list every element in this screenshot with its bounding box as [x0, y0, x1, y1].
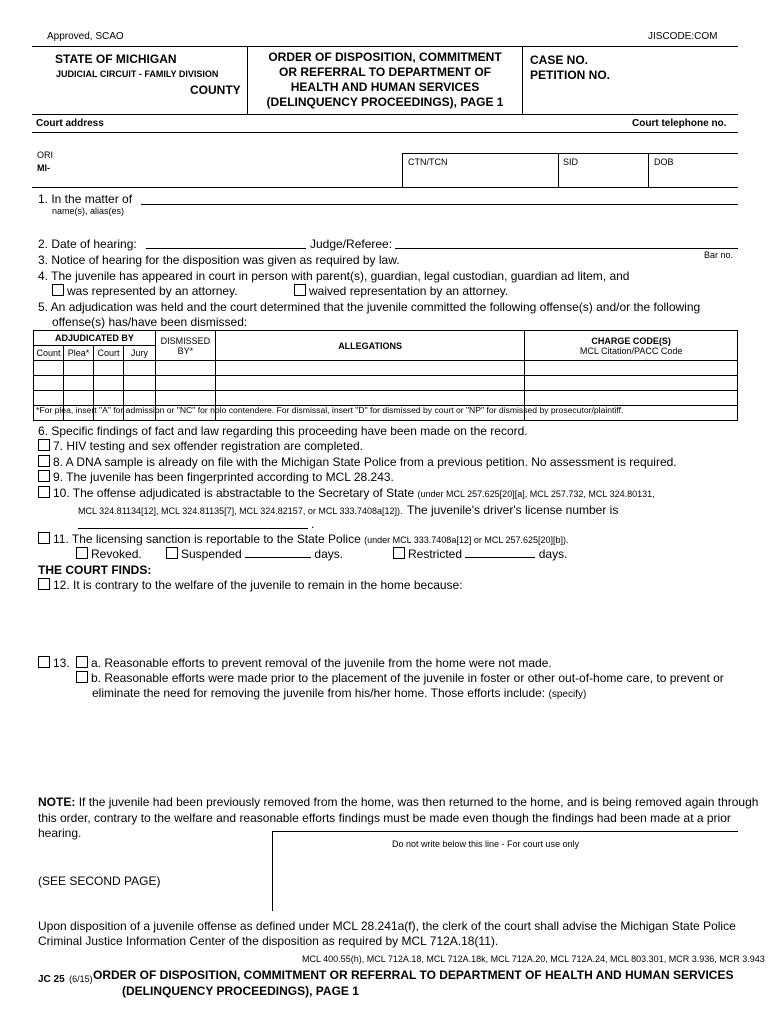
item-9-checkbox[interactable] [38, 470, 50, 482]
item-10-citation-2: MCL 324.81134[12], MCL 324.81135[7], MCL 324.82157, or MCL 333.7408a[12]). [78, 506, 403, 516]
note-line-3: hearing. [38, 826, 82, 840]
item-4-label: 4. The juvenile has appeared in court in person with parent(s), guardian, legal custodian, guardian ad litem, and [38, 269, 630, 283]
title-line-3: HEALTH AND HUMAN SERVICES [290, 80, 480, 94]
restricted-checkbox[interactable] [393, 547, 405, 559]
item-12-checkbox[interactable] [38, 578, 50, 590]
footer-form-id [38, 969, 93, 987]
bar-no-label: Bar no. [704, 250, 734, 260]
item-10[interactable] [38, 486, 655, 500]
footer-mcl: MCL 400.55(h), MCL 712A.18, MCL 712A.18k, MCL 712A.20, MCL 712A.24, MCL 803.301, MCR 3.936, MCR 3.943 [302, 954, 765, 964]
item-7-checkbox[interactable] [38, 439, 50, 451]
item-13a-text: a. Reasonable efforts to prevent removal of the juvenile from the home were not made. [91, 656, 552, 670]
suspended-option[interactable] [166, 547, 343, 561]
item-11-text: 11. The licensing sanction is reportable to the State Police [53, 532, 361, 546]
plea-header: Plea* [63, 346, 93, 361]
note-line-2: this order, contrary to the welfare and reasonable efforts findings must be made even though the findings had been made at a prior [38, 811, 731, 825]
upon-disposition-line-2: Criminal Justice Information Center of the disposition as required by MCL 712A.18(11). [38, 934, 499, 948]
sid-label: SID [563, 157, 579, 167]
item-5-sublabel: offense(s) has/have been dismissed: [52, 315, 248, 329]
item-10-text: 10. The offense adjudicated is abstractable to the Secretary of State [53, 486, 415, 500]
table-row[interactable] [34, 376, 738, 391]
case-no-label: CASE NO. [530, 53, 589, 67]
item-2-label: 2. Date of hearing: [38, 237, 137, 251]
item-13b[interactable] [76, 671, 724, 685]
item-13-checkbox[interactable] [38, 656, 50, 668]
footer-title-2: (DELINQUENCY PROCEEDINGS), PAGE 1 [122, 984, 359, 998]
note-label: NOTE: [38, 795, 76, 809]
waived-text: waived representation by an attorney. [309, 284, 509, 298]
item-9-text: 9. The juvenile has been fingerprinted according to MCL 28.243. [53, 470, 394, 484]
court-header: Court [93, 346, 123, 361]
suspended-days-field[interactable] [245, 557, 311, 558]
restricted-text: Restricted [408, 547, 463, 561]
state-label: STATE OF MICHIGAN [55, 52, 177, 66]
item-10-citation: (under MCL 257.625[20][a], MCL 257.732, MCL 324.80131, [417, 489, 655, 499]
item-13a-checkbox[interactable] [76, 656, 88, 668]
table-footnote: *For plea, insert "A" for admission or "NC" for nolo contendere. For dismissal, insert "D" for dismissed by court or "NP" for dismissed by prosecutor/plaintiff. [36, 405, 624, 415]
revoked-checkbox[interactable] [76, 547, 88, 559]
item-7-text: 7. HIV testing and sex offender registration are completed. [53, 439, 363, 453]
item-3-label: 3. Notice of hearing for the disposition was given as required by law. [38, 253, 400, 267]
item-12-text: 12. It is contrary to the welfare of the juvenile to remain in the home because: [53, 578, 463, 592]
item-6-label: 6. Specific findings of fact and law regarding this proceeding have been made on the record. [38, 424, 528, 438]
restricted-days-unit: days. [538, 547, 568, 561]
represented-checkbox[interactable] [52, 284, 64, 296]
court-address-label: Court address [36, 118, 104, 129]
item-11-citation: (under MCL 333.7408a[12] or MCL 257.625[20][b]). [364, 535, 569, 545]
suspended-text: Suspended [181, 547, 242, 561]
item-13 [38, 656, 70, 670]
item-4-waived[interactable] [294, 284, 508, 298]
jury-header: Jury [123, 346, 155, 361]
dob-label: DOB [654, 157, 674, 167]
charge-code-label: CHARGE CODE(S) [591, 335, 671, 346]
represented-text: was represented by an attorney. [67, 284, 238, 298]
item-13b-text-2: eliminate the need for removing the juvenile from his/her home. Those efforts include: [92, 686, 546, 700]
item-13-number: 13. [53, 656, 70, 670]
suspended-days-unit: days. [314, 547, 344, 561]
county-label: COUNTY [190, 83, 241, 97]
item-11[interactable] [38, 532, 569, 546]
item-10-checkbox[interactable] [38, 486, 50, 498]
item-13b-line-2 [92, 686, 586, 700]
upon-disposition-line-1: Upon disposition of a juvenile offense as defined under MCL 28.241a(f), the clerk of the court shall advise the Michigan State Police [38, 919, 736, 933]
table-row[interactable] [34, 391, 738, 406]
item-9[interactable] [38, 470, 394, 484]
item-13b-checkbox[interactable] [76, 671, 88, 683]
specify-label: (specify) [548, 689, 587, 700]
restricted-days-field[interactable] [465, 557, 535, 558]
revoked-option[interactable] [76, 547, 142, 561]
ori-label: ORI [37, 150, 54, 160]
court-use-label: Do not write below this line - For court use only [392, 839, 580, 849]
item-13a[interactable] [76, 656, 552, 670]
see-second-page: (SEE SECOND PAGE) [38, 874, 161, 888]
item-4-represented[interactable] [52, 284, 238, 298]
ctn-label: CTN/TCN [408, 157, 448, 167]
item-8-text: 8. A DNA sample is already on file with the Michigan State Police from a previous petition. No assessment is required. [53, 455, 677, 469]
form-number: JC 25 [38, 974, 65, 985]
jiscode-label: JISCODE:COM [648, 31, 718, 42]
item-13b-text: b. Reasonable efforts were made prior to the placement of the juvenile in foster or other out-of-home care, to prevent or [91, 671, 724, 685]
allegations-header: ALLEGATIONS [215, 331, 524, 361]
judge-label: Judge/Referee: [310, 237, 393, 251]
suspended-checkbox[interactable] [166, 547, 178, 559]
circuit-label: JUDICIAL CIRCUIT - FAMILY DIVISION [56, 69, 219, 79]
mi-label: MI- [37, 163, 50, 173]
item-7[interactable] [38, 439, 363, 453]
item-1-sublabel: name(s), alias(es) [52, 206, 125, 216]
form-revision: (6/15) [69, 974, 93, 984]
note-line-1 [38, 795, 758, 809]
count-header: Count [34, 346, 64, 361]
license-label: The juvenile's driver's license number is [407, 503, 619, 517]
dismissed-by-header: DISMISSED BY* [155, 331, 215, 361]
item-8[interactable] [38, 455, 677, 469]
court-telephone-label: Court telephone no. [632, 118, 727, 129]
petition-no-label: PETITION NO. [530, 68, 611, 82]
title-line-2: OR REFERRAL TO DEPARTMENT OF [278, 65, 491, 79]
charge-code-header [525, 331, 738, 361]
item-11-checkbox[interactable] [38, 532, 50, 544]
mcl-citation-label: MCL Citation/PACC Code [579, 345, 683, 356]
adjudicated-by-header: ADJUDICATED BY [34, 331, 156, 346]
table-row[interactable] [34, 361, 738, 376]
note-text-1: If the juvenile had been previously removed from the home, was then returned to the home, and is being removed again through [78, 795, 759, 809]
revoked-text: Revoked. [91, 547, 142, 561]
court-finds-heading: THE COURT FINDS: [38, 563, 152, 577]
title-line-4: (DELINQUENCY PROCEEDINGS), PAGE 1 [266, 95, 504, 109]
item-1-label: 1. In the matter of [38, 192, 133, 206]
waived-checkbox[interactable] [294, 284, 306, 296]
title-line-1: ORDER OF DISPOSITION, COMMITMENT [268, 50, 502, 64]
footer-title-1: ORDER OF DISPOSITION, COMMITMENT OR REFERRAL TO DEPARTMENT OF HEALTH AND HUMAN SERVICES [93, 968, 734, 982]
item-5-label: 5. An adjudication was held and the court determined that the juvenile committed the following offense(s) and/or the following [38, 300, 701, 314]
restricted-option[interactable] [393, 547, 567, 561]
approved-label: Approved, SCAO [47, 31, 124, 42]
item-8-checkbox[interactable] [38, 455, 50, 467]
form-title [250, 50, 520, 110]
item-10-line-2 [78, 501, 618, 519]
item-12[interactable] [38, 578, 463, 592]
